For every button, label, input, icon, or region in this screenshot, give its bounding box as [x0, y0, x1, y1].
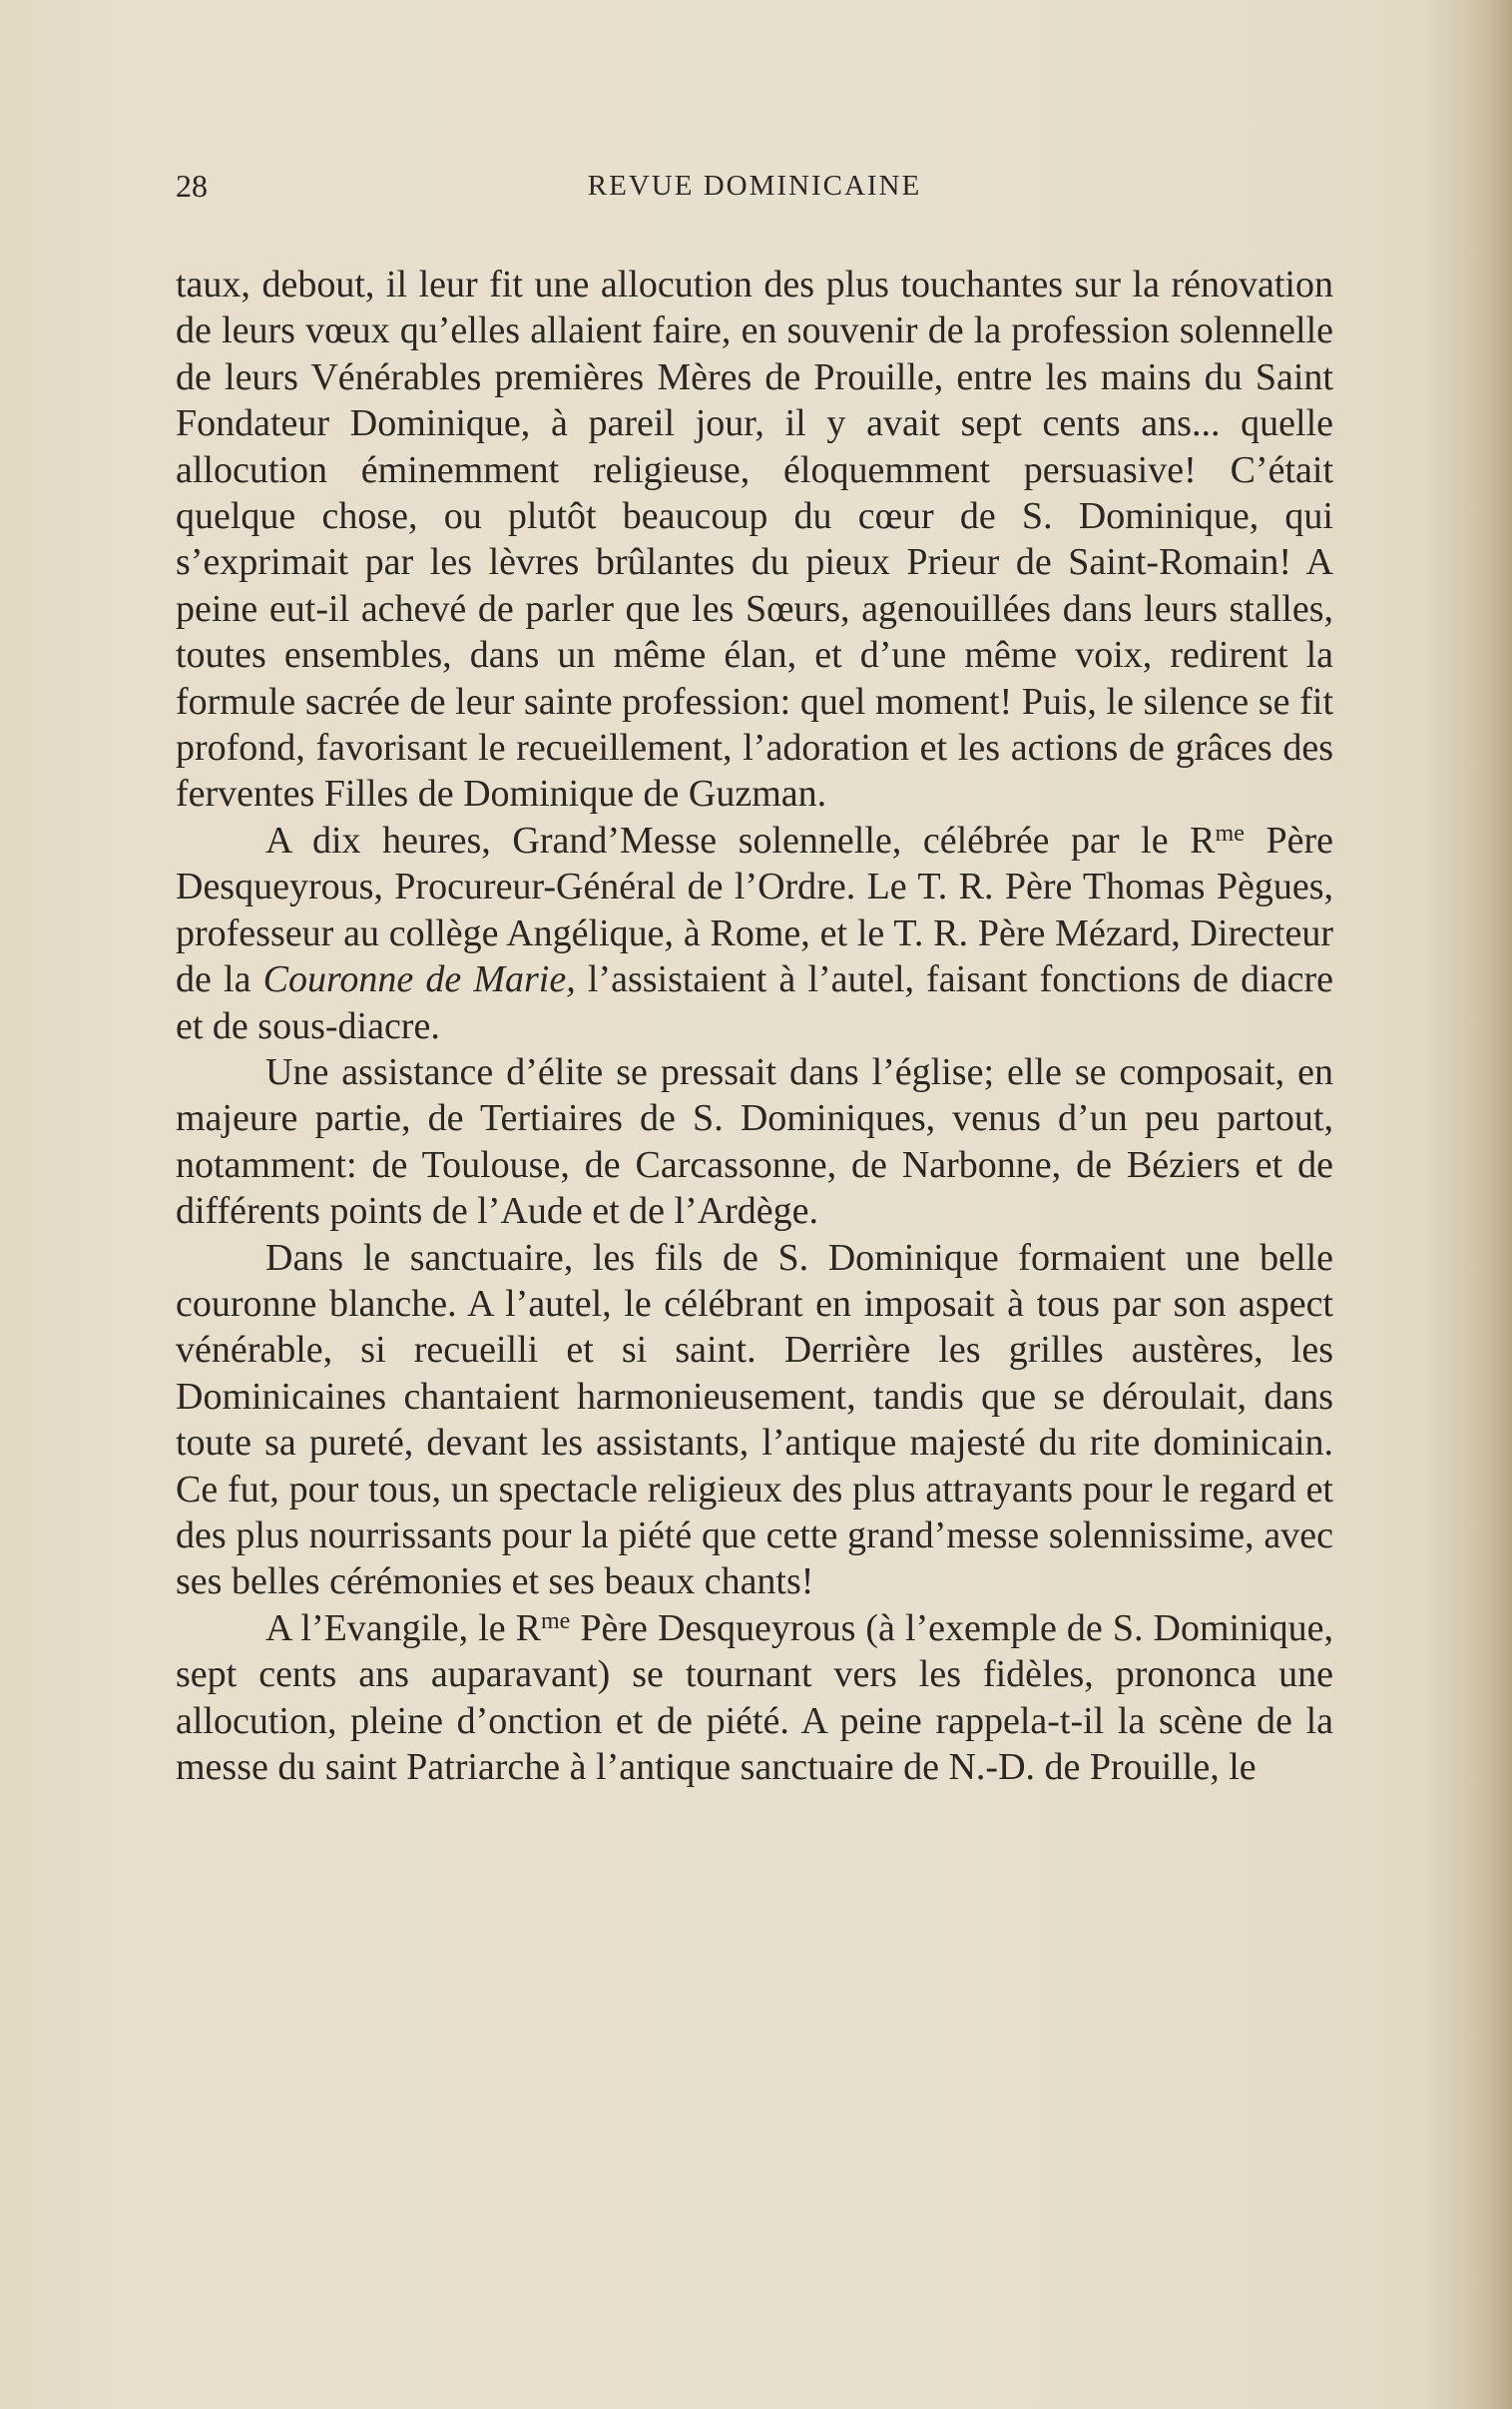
- text-run: Père Desqueyrous (à l’exemple de S. Dominique, sept cents ans auparavant) se tournant vers les fidèles, prononca une allocution, pleine d’onction et de piété. A peine rappela-t-il la scène de la messe du saint Patriarche à l’antique sanctuaire de N.-D. de Prouille, le: [176, 1606, 1333, 1788]
- text-run: taux, debout, il leur fit une allocution des plus touchantes sur la rénovation de leurs vœux qu’elles allaient faire, en souvenir de la profession solennelle de leurs Vénérables premières Mères de Prouille, entre les mains du Saint Fondateur Dominique, à pareil jour, il y avait sept cents ans... quelle allocution éminemment religieuse, éloquemment persuasive! C’était quelque chose, ou plutôt beaucoup du cœur de S. Dominique, qui s’exprimait par les lèvres brûlantes du pieux Prieur de Saint-Romain! A peine eut-il achevé de parler que les Sœurs, agenouillées dans leurs stalles, toutes ensembles, dans un même élan, et d’une même voix, redirent la formule sacrée de leur sainte profession: quel moment! Puis, le silence se fit profond, favorisant le recueillement, l’adoration et les actions de grâces des ferventes Filles de Dominique de Guzman.: [176, 264, 1333, 816]
- body-text: [176, 262, 1333, 1790]
- text-run: Une assistance d’élite se pressait dans l’église; elle se composait, en majeure partie, de Tertiaires de S. Dominiques, venus d’un peu partout, notamment: de Toulouse, de Carcassonne, de Narbonne, de Béziers et de différents points de l’Aude et de l’Ardège.: [176, 1050, 1333, 1233]
- running-title: REVUE DOMINICAINE: [587, 170, 922, 202]
- text-run: l’assistaient à l’autel, faisant fonctions de diacre et de sous-diacre.: [176, 958, 1333, 1047]
- text-run: A l’Evangile, le R: [265, 1606, 542, 1649]
- paragraph-2: [176, 818, 1333, 1049]
- paragraph-5: [176, 1605, 1333, 1791]
- text-run: Père Desqueyrous, Procureur-Général de l’Ordre. Le T. R. Père Thomas Pègues, professeur au collège Angélique, à Rome, et le T. R. Père Mézard, Directeur de la: [176, 819, 1334, 1001]
- italic-title: Couronne de Marie,: [262, 958, 576, 1001]
- text-run: Dans le sanctuaire, les fils de S. Dominique formaient une belle couronne blanche. A l’autel, le célébrant en imposait à tous par son aspect vénérable, si recueilli et si saint. Derrière les grilles austères, les Dominicaines chantaient harmonieusement, tandis que se déroulait, dans toute sa pureté, devant les assistants, l’antique majesté du rite dominicain. Ce fut, pour tous, un spectacle religieux des plus attrayants pour le regard et des plus nourrissants pour la piété que cette grand’messe solennissime, avec ses belles cérémonies et ses beaux chants!: [176, 1236, 1333, 1603]
- paragraph-3: [176, 1049, 1333, 1235]
- text-run: A dix heures, Grand’Messe solennelle, célébrée par le R: [265, 819, 1216, 862]
- paragraph-1: [176, 262, 1333, 818]
- page-header: [176, 168, 1333, 212]
- page-number: 28: [176, 168, 208, 204]
- paragraph-4: [176, 1235, 1333, 1605]
- superscript: me: [541, 1607, 571, 1634]
- superscript: me: [1215, 820, 1245, 847]
